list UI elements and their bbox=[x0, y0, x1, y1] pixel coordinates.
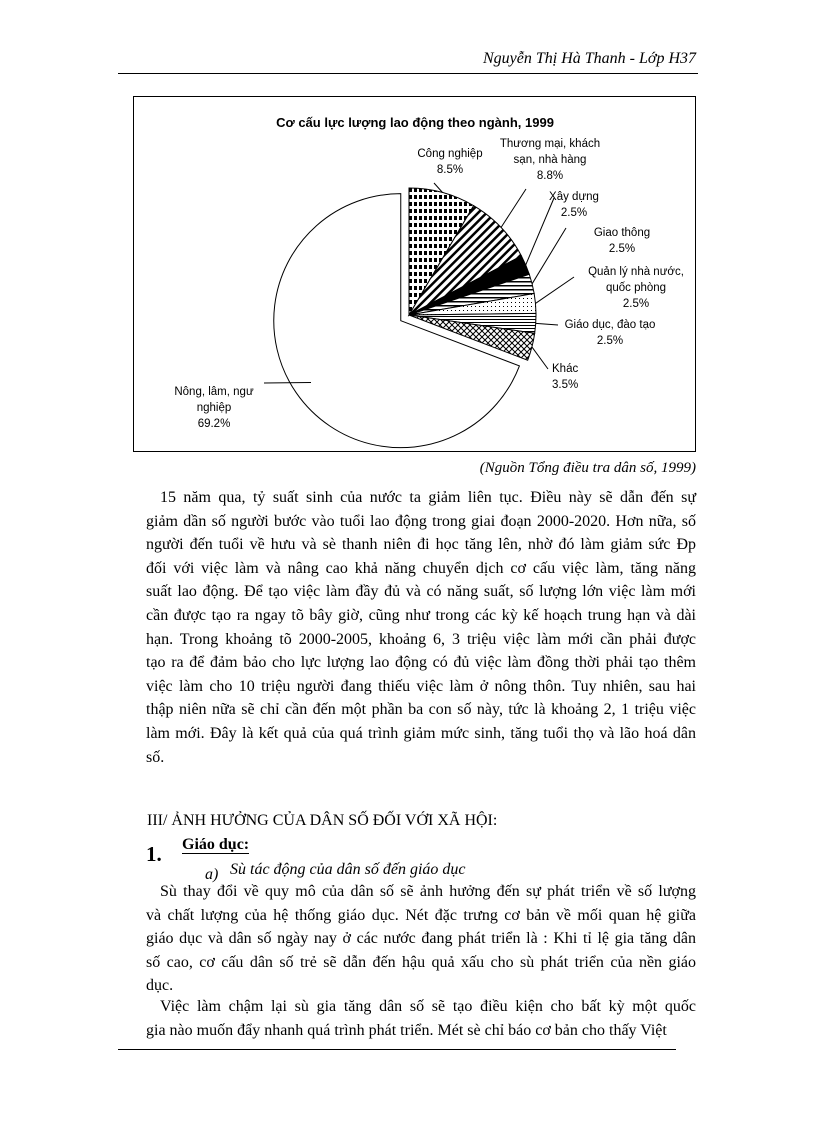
label-cong-nghiep bbox=[417, 148, 482, 176]
paragraph-line: và chất lượng của hệ thống giáo dục. Nét đặc trưng cơ bản về mối quan hệ giữa bbox=[146, 906, 696, 924]
section-heading: III/ ẢNH HƯỞNG CỦA DÂN SỐ ĐỐI VỚI XÃ HỘI: bbox=[147, 812, 498, 829]
label-xay-dung-value: 2.5% bbox=[560, 207, 588, 219]
paragraph-line: tạo ra để đảm bảo cho lực lượng lao động có đủ việc làm đồng thời phải tạo thêm bbox=[146, 654, 696, 672]
paragraph-line: giảm dần số người bước vào tuổi lao động trong giai đoạn 2000-2020. Hơn nữa, số bbox=[146, 512, 696, 530]
paragraph-line: gia nào muốn đẩy nhanh quá trình phát triển. Mét sè chỉ báo cơ bản cho thấy Việt bbox=[146, 1021, 667, 1039]
paragraph-line: Việc làm chậm lại sù gia tăng dân số sẽ tạo điều kiện cho bất kỳ một quốc bbox=[160, 998, 696, 1015]
label-nong-lam-line2: nghiệp bbox=[196, 402, 232, 414]
pie-leader-line bbox=[501, 189, 526, 227]
pie-chart bbox=[134, 97, 695, 451]
body-paragraph-3 bbox=[146, 995, 696, 1042]
paragraph-line: làm mới. Đây là kết quả của quá trình giảm mức sinh, tăng tuổi thọ và lão hoá dân bbox=[146, 724, 696, 742]
label-nong-lam-value: 69.2% bbox=[197, 418, 231, 430]
subsection-number: 1. bbox=[146, 842, 162, 866]
label-khac-line1: Khác bbox=[552, 363, 579, 375]
paragraph-line: số cao, cơ cấu dân số trẻ sẽ dẫn đến hậu quả xấu cho sù phát triển của nền giáo bbox=[146, 953, 696, 971]
label-thuong-mai-line1: Thương mại, khách bbox=[499, 138, 601, 150]
label-xay-dung bbox=[549, 191, 599, 219]
pie-leader-line bbox=[532, 228, 566, 284]
page-header-author: Nguyễn Thị Hà Thanh - Lớp H37 bbox=[483, 50, 696, 67]
paragraph-line: suất lao động. Để tạo việc làm đầy đủ và có năng suất, số lượng lớn việc làm mới bbox=[146, 583, 696, 601]
header-divider bbox=[118, 73, 698, 74]
paragraph-line: Sù thay đổi về quy mô của dân số sẽ ảnh hưởng đến sự phát triển về số lượng bbox=[160, 883, 696, 900]
chart-source-note: (Nguồn Tổng điều tra dân số, 1999) bbox=[479, 460, 696, 476]
item-a-marker: a) bbox=[205, 866, 219, 883]
paragraph-line: thập niên nữa sẽ chỉ cần đến một phần ba con số này, tức là khoảng 2, 1 triệu việc bbox=[146, 701, 696, 719]
paragraph-line: số. bbox=[146, 748, 165, 766]
paragraph-line: giáo dục và dân số ngày nay ở các nước đang phát triển là : Khi tỉ lệ gia tăng dân bbox=[146, 930, 696, 948]
pie-chart-frame bbox=[133, 96, 696, 452]
label-giao-duc-line1: Giáo dục, đào tạo bbox=[564, 319, 656, 331]
paragraph-line: dục. bbox=[146, 977, 174, 995]
paragraph-line: việc làm cho 10 triệu người đang thiếu việc làm ở nông thôn. Tuy nhiên, sau hai bbox=[146, 677, 696, 695]
footer-divider bbox=[118, 1049, 676, 1050]
label-quan-ly-value: 2.5% bbox=[622, 298, 650, 310]
label-thuong-mai bbox=[500, 138, 600, 182]
pie-leader-line bbox=[535, 277, 574, 303]
label-giao-thong-line1: Giao thông bbox=[593, 227, 651, 239]
label-khac bbox=[552, 363, 578, 391]
label-nong-lam bbox=[174, 386, 254, 430]
paragraph-line: 15 năm qua, tỷ suất sinh của nước ta giảm liên tục. Điều này sẽ dẫn đến sự bbox=[160, 489, 696, 506]
label-thuong-mai-value: 8.8% bbox=[536, 170, 564, 182]
label-cong-nghiep-line1: Công nghiệp bbox=[417, 148, 483, 160]
label-giao-duc-value: 2.5% bbox=[596, 335, 624, 347]
label-xay-dung-line1: Xây dựng bbox=[549, 191, 599, 203]
paragraph-line: đối với việc làm và nâng cao khả năng chuyển dịch cơ cấu việc làm, tăng năng bbox=[146, 559, 696, 577]
label-giao-thong bbox=[594, 227, 650, 255]
label-giao-duc bbox=[565, 319, 656, 347]
body-paragraph-2 bbox=[146, 880, 696, 998]
subsection-title-text: Giáo dục: bbox=[182, 836, 250, 853]
label-khac-value: 3.5% bbox=[552, 379, 579, 391]
label-giao-thong-value: 2.5% bbox=[608, 243, 636, 255]
pie-leader-line bbox=[532, 347, 548, 369]
pie-leader-line bbox=[536, 323, 558, 325]
label-quan-ly-line2: quốc phòng bbox=[605, 282, 667, 294]
label-cong-nghiep-value: 8.5% bbox=[436, 164, 464, 176]
label-quan-ly-line1: Quản lý nhà nước, bbox=[588, 266, 684, 278]
label-nong-lam-line1: Nông, lâm, ngư bbox=[174, 386, 254, 398]
paragraph-line: cần được tạo ra ngay tõ bây giờ, cũng như trong các kỳ kế hoạch trung hạn và dài bbox=[146, 606, 696, 624]
paragraph-line: hạn. Trong khoảng tõ 2000-2005, khoảng 6, 3 triệu việc làm mới cần phải được bbox=[146, 630, 696, 648]
item-a-title: Sù tác động của dân số đến giáo dục bbox=[230, 861, 466, 878]
label-quan-ly bbox=[588, 266, 684, 310]
body-paragraph-1 bbox=[146, 486, 696, 769]
paragraph-line: người đến tuổi về hưu và sè thanh niên đi học tăng lên, nhờ đó làm giảm sức Đp bbox=[146, 536, 696, 554]
subsection-title bbox=[182, 836, 249, 854]
chart-title: Cơ cấu lực lượng lao động theo ngành, 1999 bbox=[276, 115, 554, 130]
label-thuong-mai-line2: sạn, nhà hàng bbox=[513, 154, 587, 166]
